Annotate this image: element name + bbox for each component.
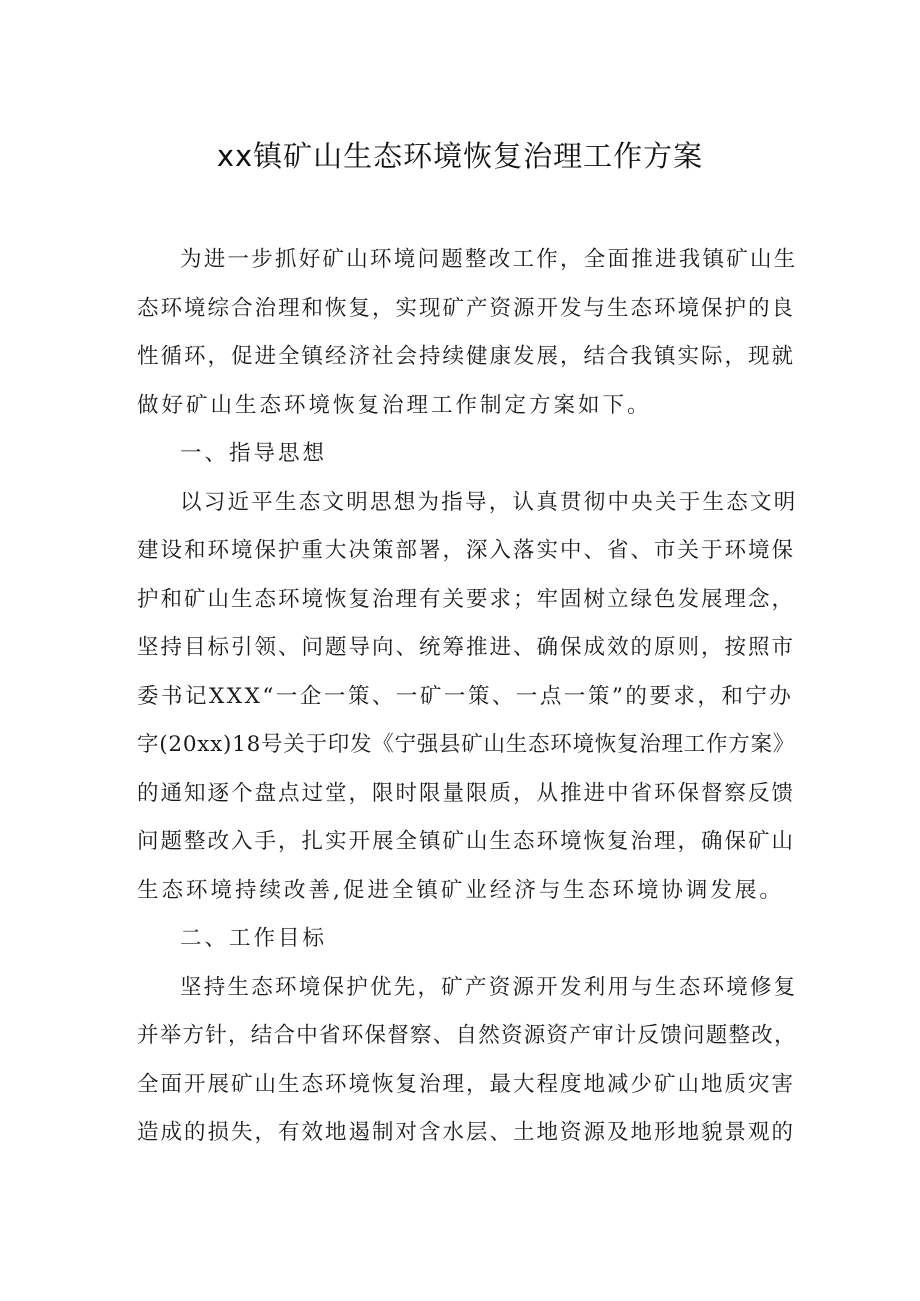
text-line: 坚持目标引领、问题导向、统筹推进、确保成效的原则，按照市 bbox=[137, 635, 796, 660]
text-line: 护和矿山生态环境恢复治理有关要求；牢固树立绿色发展理念， bbox=[137, 586, 796, 612]
paragraph-work-goals bbox=[137, 964, 797, 1158]
paragraph-intro bbox=[137, 236, 797, 430]
text-line: 做好矿山生态环境恢复治理工作制定方案如下。 bbox=[137, 392, 652, 418]
paragraph-guiding-ideology bbox=[137, 479, 797, 916]
text-line: 性循环，促进全镇经济社会持续健康发展，结合我镇实际，现就 bbox=[137, 344, 796, 369]
document-title: xx镇矿山生态环境恢复治理工作方案 bbox=[216, 139, 704, 173]
section-heading-work-goals: 二、工作目标 bbox=[180, 926, 328, 951]
text-line: 为进一步抓好矿山环境问题整改工作，全面推进我镇矿山生 bbox=[180, 247, 798, 272]
text-line: 以习近平生态文明思想为指导，认真贯彻中央关于生态文明 bbox=[180, 489, 798, 515]
text-line: 坚持生态环境保护优先，矿产资源开发利用与生态环境修复 bbox=[180, 974, 798, 1000]
text-line: 生态环境持续改善,促进全镇矿业经济与生态环境协调发展。 bbox=[137, 877, 784, 903]
section-heading-guiding-ideology: 一、指导思想 bbox=[180, 441, 328, 466]
text-line: 建设和环境保护重大决策部署，深入落实中、省、市关于环境保 bbox=[137, 538, 796, 563]
text-line: 委书记XXX“一企一策、一矿一策、一点一策”的要求，和宁办 bbox=[137, 683, 794, 709]
text-line: 问题整改入手，扎实开展全镇矿山生态环境恢复治理，确保矿山 bbox=[137, 829, 796, 854]
text-line: 的通知逐个盘点过堂，限时限量限质，从推进中省环保督察反馈 bbox=[137, 780, 796, 806]
document-body bbox=[137, 236, 797, 1158]
text-line: 全面开展矿山生态环境恢复治理，最大程度地减少矿山地质灾害 bbox=[137, 1071, 796, 1097]
text-line: 并举方针，结合中省环保督察、自然资源资产审计反馈问题整改， bbox=[137, 1023, 797, 1048]
text-line: 字(20xx)18号关于印发《宁强县矿山生态环境恢复治理工作方案》 bbox=[137, 732, 795, 757]
text-line: 造成的损失，有效地遏制对含水层、土地资源及地形地貌景观的 bbox=[137, 1120, 796, 1145]
text-line: 态环境综合治理和恢复，实现矿产资源开发与生态环境保护的良 bbox=[137, 295, 796, 321]
